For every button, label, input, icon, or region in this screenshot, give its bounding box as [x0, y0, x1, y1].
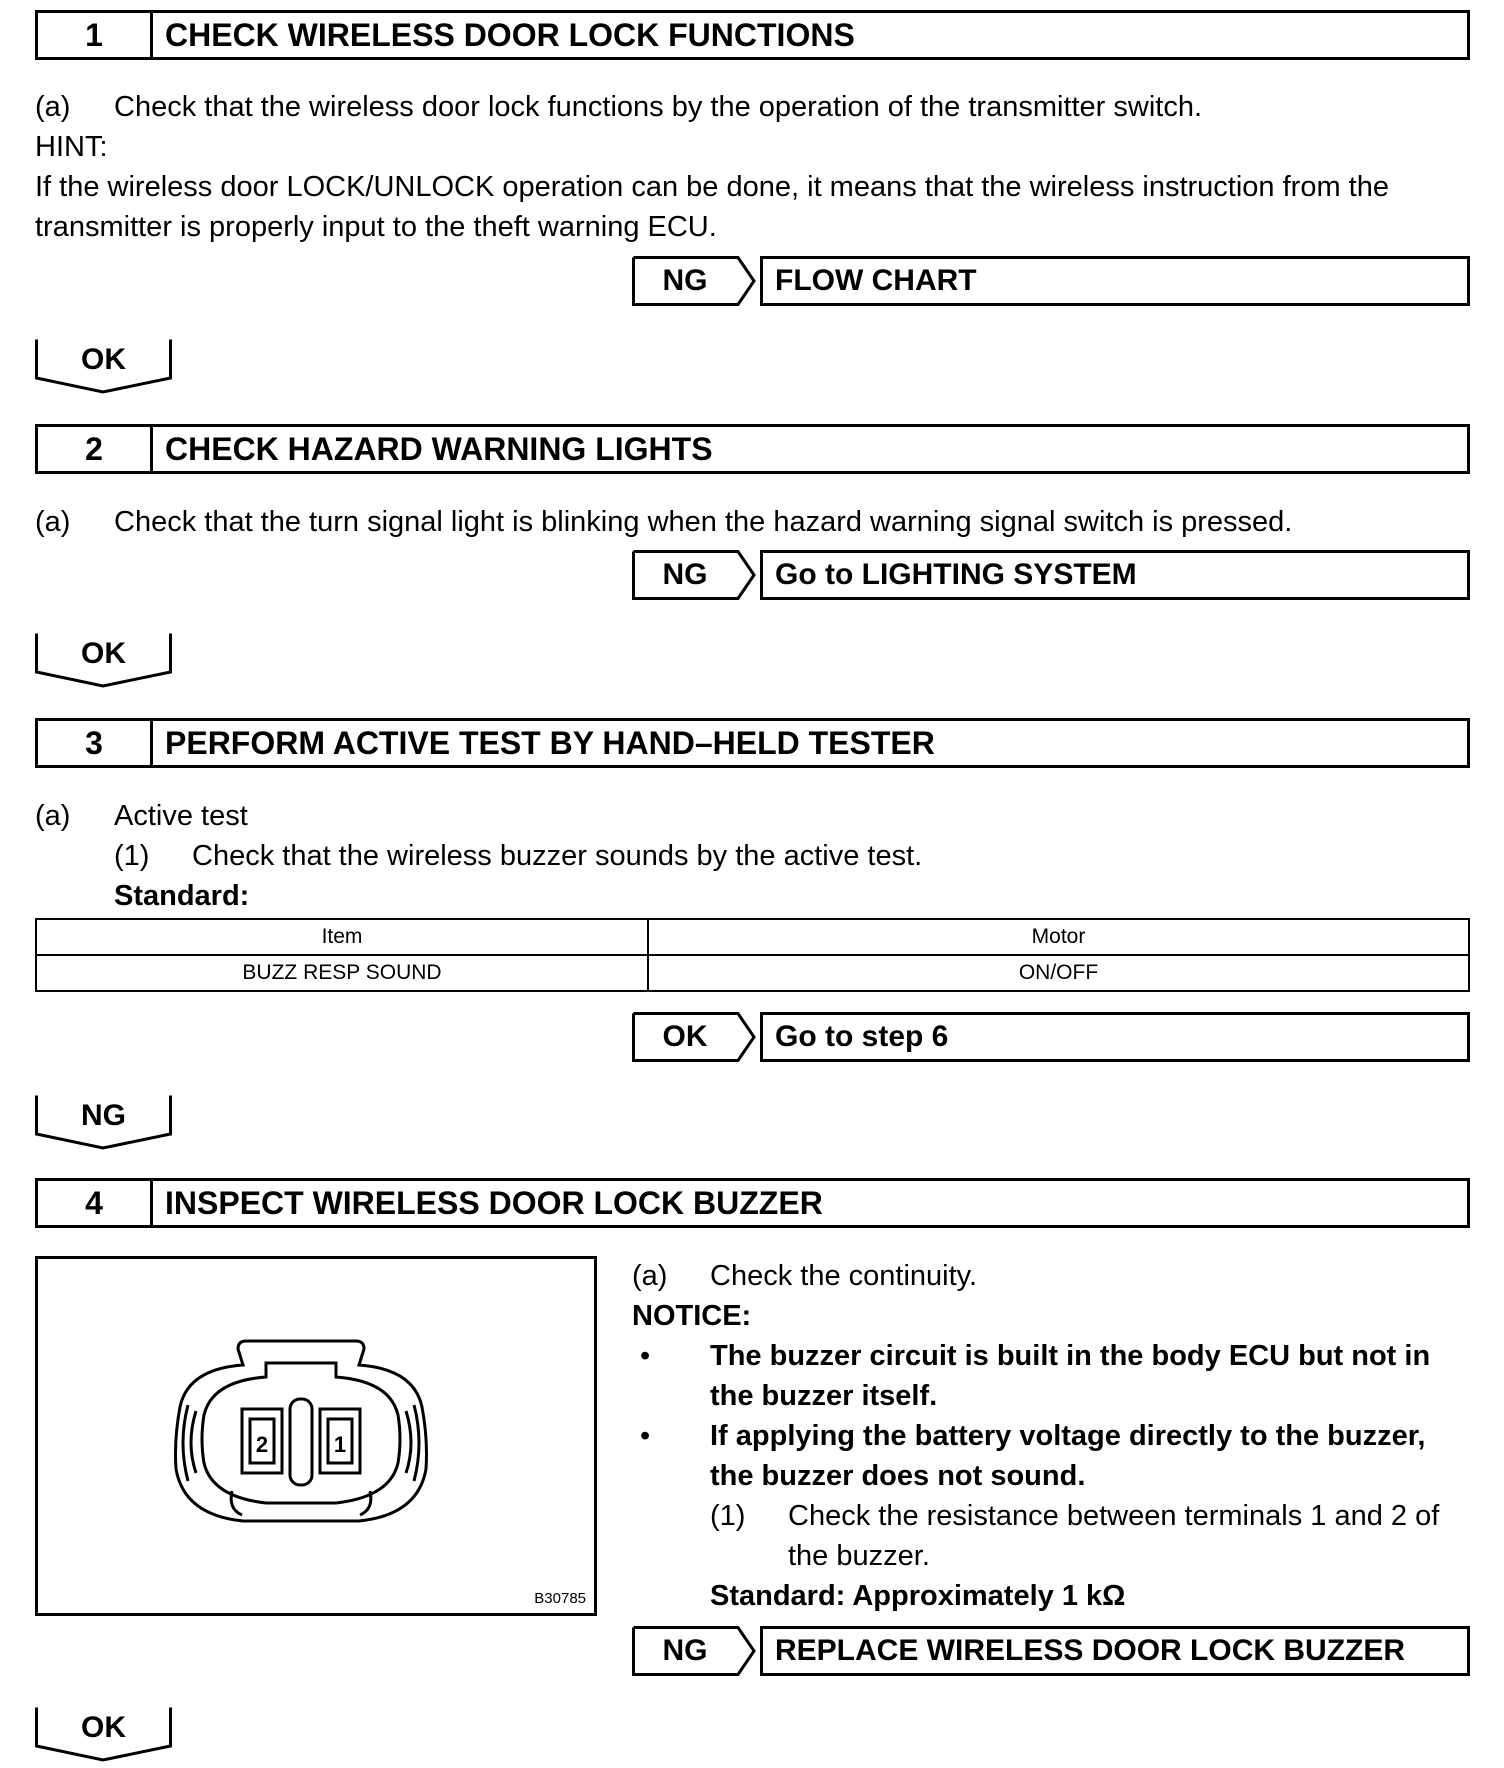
continue-label: OK — [81, 1711, 126, 1744]
hint-text: transmitter is properly input to the theft warning ECU. — [35, 211, 717, 243]
step-3-header — [35, 718, 1470, 768]
table-header-cell: Item — [36, 919, 648, 955]
sub-item-text: Check that the wireless buzzer sounds by the active test. — [192, 840, 923, 872]
step-title: PERFORM ACTIVE TEST BY HAND–HELD TESTER — [165, 724, 935, 761]
continue-label: OK — [81, 343, 126, 376]
figure-code: B30785 — [534, 1590, 586, 1607]
hint-label: HINT: — [35, 131, 108, 163]
item-label: (a) — [35, 91, 71, 123]
step-title: CHECK HAZARD WARNING LIGHTS — [165, 430, 713, 467]
branch-result: Go to LIGHTING SYSTEM — [760, 550, 1470, 600]
notice-text: The buzzer circuit is built in the body ECU but not in — [710, 1340, 1431, 1372]
step-number: 1 — [38, 13, 153, 57]
item-label: (a) — [35, 800, 71, 832]
step-number: 3 — [38, 721, 153, 765]
terminal-label: 1 — [333, 1432, 347, 1457]
sub-item-label: (1) — [114, 840, 150, 872]
step-number: 2 — [38, 427, 153, 471]
item-text: Check that the wireless door lock functions by the operation of the transmitter switch. — [114, 91, 1203, 123]
step-4-header — [35, 1178, 1470, 1228]
table-row — [36, 955, 1469, 991]
buzzer-connector-figure — [35, 1256, 597, 1616]
hint-text: If the wireless door LOCK/UNLOCK operation can be done, it means that the wireless instruction from the — [35, 171, 1389, 203]
table-cell: ON/OFF — [648, 955, 1469, 991]
notice-text: If applying the battery voltage directly to the buzzer, — [710, 1420, 1426, 1452]
terminal-label: 2 — [255, 1432, 269, 1457]
continue-marker[interactable] — [35, 1706, 172, 1762]
branch-label: NG — [662, 558, 708, 591]
standard-table — [35, 918, 1470, 992]
item-label: (a) — [35, 506, 71, 538]
standard-value: Standard: Approximately 1 kΩ — [710, 1580, 1126, 1612]
step-number: 4 — [38, 1181, 153, 1225]
connector-diagram — [38, 1259, 594, 1613]
step-2-header — [35, 424, 1470, 474]
step-1-header — [35, 10, 1470, 60]
sub-item-label: (1) — [710, 1500, 746, 1532]
continue-marker[interactable] — [35, 1094, 172, 1150]
table-header-row — [36, 919, 1469, 955]
notice-label: NOTICE: — [632, 1300, 752, 1332]
sub-item-text: Check the resistance between terminals 1 and 2 of — [788, 1500, 1440, 1532]
branch-result: REPLACE WIRELESS DOOR LOCK BUZZER — [760, 1626, 1470, 1676]
notice-text: the buzzer itself. — [710, 1380, 938, 1412]
item-text: Active test — [114, 800, 248, 832]
ng-branch[interactable] — [632, 256, 1470, 306]
branch-label: NG — [662, 1634, 708, 1667]
standard-label: Standard: — [114, 880, 250, 912]
continue-marker[interactable] — [35, 338, 172, 394]
bullet-icon: • — [640, 1420, 651, 1452]
branch-result: Go to step 6 — [760, 1012, 1470, 1062]
ng-branch[interactable] — [632, 550, 1470, 600]
step-title: CHECK WIRELESS DOOR LOCK FUNCTIONS — [165, 16, 855, 53]
notice-text: the buzzer does not sound. — [710, 1460, 1086, 1492]
branch-label: OK — [662, 1020, 708, 1053]
ng-branch[interactable] — [632, 1626, 1470, 1676]
item-text: Check the continuity. — [710, 1260, 978, 1292]
branch-label: NG — [662, 264, 708, 297]
table-cell: BUZZ RESP SOUND — [36, 955, 648, 991]
bullet-icon: • — [640, 1340, 651, 1372]
table-header-cell: Motor — [648, 919, 1469, 955]
sub-item-text: the buzzer. — [788, 1540, 930, 1572]
continue-label: OK — [81, 637, 126, 670]
ok-branch[interactable] — [632, 1012, 1470, 1062]
continue-marker[interactable] — [35, 632, 172, 688]
step-title: INSPECT WIRELESS DOOR LOCK BUZZER — [165, 1184, 823, 1221]
item-text: Check that the turn signal light is blinking when the hazard warning signal switch is pressed. — [114, 506, 1293, 538]
item-label: (a) — [632, 1260, 668, 1292]
branch-result: FLOW CHART — [760, 256, 1470, 306]
continue-label: NG — [81, 1099, 126, 1132]
